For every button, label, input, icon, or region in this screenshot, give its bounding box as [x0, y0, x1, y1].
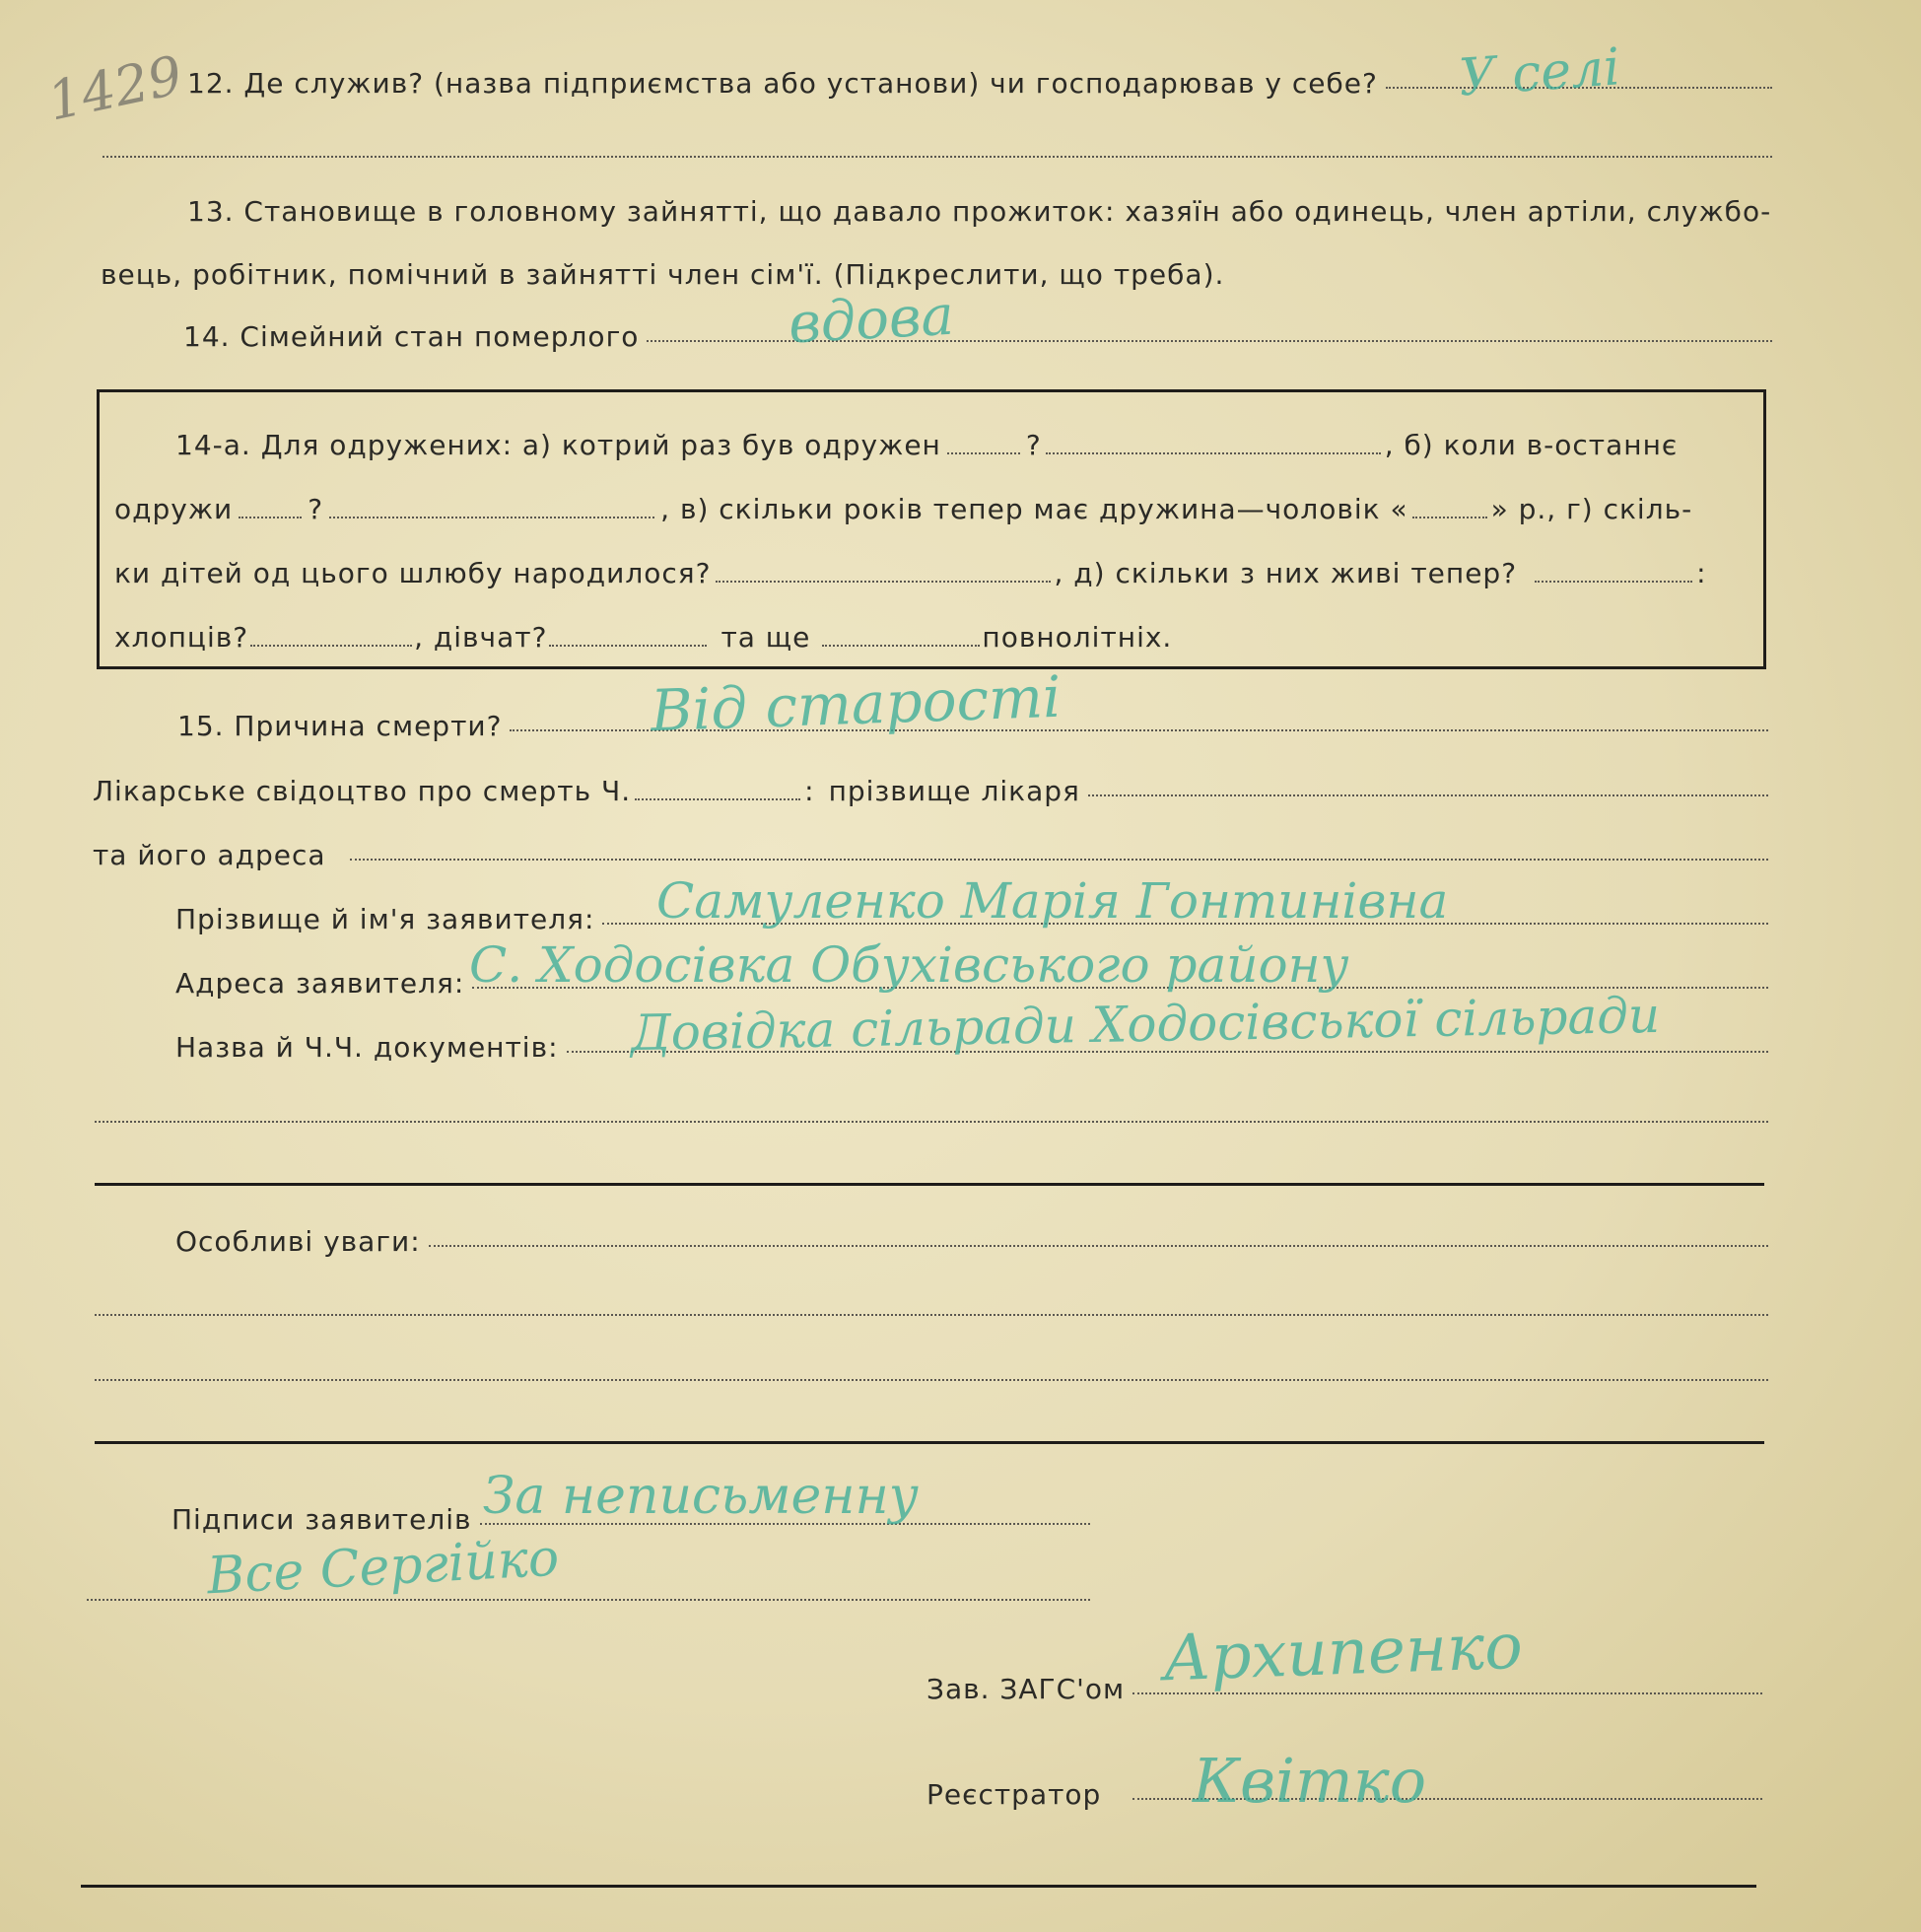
q14a-l3-blank1 [716, 581, 1051, 583]
applicant-name-label: Прізвище й ім'я заявителя: [175, 903, 595, 935]
head-zags-label: Зав. ЗАГС'ом [926, 1673, 1126, 1705]
doctor-address-label: та його адреса [93, 839, 326, 871]
q14a-l4-blank1 [250, 645, 412, 647]
signatures-label: Підписи заявителів [172, 1503, 472, 1536]
q12-answer: У селі [1457, 37, 1622, 108]
registrar-signature: Квітко [1193, 1745, 1427, 1817]
remarks-line-2 [95, 1314, 1768, 1316]
q14a-l4-boys: хлопців? [114, 621, 249, 654]
separator-line-2 [95, 1441, 1764, 1444]
q12-label: 12. Де служив? (назва підприємства або установи) чи господарював у себе? [187, 67, 1378, 100]
q14a-line2 [114, 493, 1752, 525]
q14a-l2-blank2 [329, 517, 654, 518]
q14a-line1 [175, 429, 1752, 461]
q14-row [183, 320, 1772, 353]
q14a-l4-blank3 [822, 645, 980, 647]
q14a-l1-text: 14-а. Для одружених: а) котрий раз був одружен [175, 429, 941, 461]
q13-line1: 13. Становище в головному зайнятті, що давало прожиток: хазяїн або одинець, член артіли, службо- [187, 195, 1772, 228]
corner-note: 1429 [41, 43, 188, 133]
bottom-border-line [81, 1885, 1756, 1888]
signatures-line-2 [87, 1599, 1090, 1601]
q14a-l1-q: ? [1025, 429, 1042, 461]
q14a-l3-blank2 [1535, 581, 1692, 583]
remarks-row [175, 1225, 1768, 1258]
q14a-l4-blank2 [549, 645, 707, 647]
doctor-sep: : [804, 775, 815, 807]
documents-continuation-line [95, 1121, 1768, 1123]
q13-line2: вець, робітник, помічний в зайнятті член сім'ї. (Підкреслити, що треба). [101, 258, 1225, 291]
doctor-cert-blank [635, 798, 800, 800]
q14a-l2-blank1 [239, 517, 302, 518]
q14-answer: вдова [787, 283, 956, 357]
q14a-l1-blank2 [1046, 452, 1381, 454]
q15-label: 15. Причина смерти? [177, 710, 503, 742]
applicant-address-answer: С. Ходосівка Обухівського району [469, 936, 1349, 994]
doctor-name-label: прізвище лікаря [828, 775, 1080, 807]
q14a-l4-adults: повнолітніх. [982, 621, 1173, 654]
q14a-l4-also: та ще [720, 621, 811, 654]
q14a-l1-blank1 [947, 452, 1020, 454]
q14a-line3 [114, 557, 1752, 589]
q12-continuation-line [103, 156, 1772, 158]
head-zags-signature: Архипенко [1161, 1610, 1524, 1696]
doctor-address-row [93, 839, 1768, 871]
doctor-cert-label: Лікарське свідоцтво про смерть Ч. [93, 775, 632, 807]
q14a-l3-text2: , д) скільки з них живі тепер? [1054, 557, 1518, 589]
applicant-address-label: Адреса заявителя: [175, 967, 465, 1000]
signature-1: За неписьменну [483, 1467, 919, 1526]
q14a-l3-colon: : [1696, 557, 1707, 589]
documents-answer: Довідка сільради Ходосівської сільради [630, 986, 1661, 1063]
remarks-line-3 [95, 1379, 1768, 1381]
q14a-l2-text2: , в) скільки років тепер має дружина—чоловік « [660, 493, 1408, 525]
documents-label: Назва й Ч.Ч. документів: [175, 1031, 559, 1064]
separator-line-1 [95, 1183, 1764, 1186]
remarks-label: Особливі уваги: [175, 1225, 421, 1258]
doctor-name-line [1088, 794, 1768, 796]
q14-label: 14. Сімейний стан померлого [183, 320, 640, 353]
q14a-l2-q: ? [308, 493, 324, 525]
q14a-l3-text: ки дітей од цього шлюбу народилося? [114, 557, 712, 589]
signature-2: Все Сергійко [205, 1528, 561, 1607]
doctor-address-line [350, 859, 1768, 861]
q14a-l2-blank3 [1412, 517, 1487, 518]
applicant-name-answer: Самуленко Марія Гонтинівна [656, 872, 1449, 930]
remarks-line [429, 1245, 1768, 1247]
q14a-l2-text3: » р., г) скіль- [1490, 493, 1693, 525]
doctor-row [93, 775, 1768, 807]
q14a-l4-girls: , дівчат? [414, 621, 548, 654]
q15-answer: Від старості [649, 662, 1063, 745]
q14a-l1-text2: , б) коли в-останнє [1384, 429, 1679, 461]
q14a-l2-text: одружи [114, 493, 234, 525]
q14a-line4 [114, 621, 1752, 654]
registrar-label: Реєстратор [926, 1778, 1102, 1811]
